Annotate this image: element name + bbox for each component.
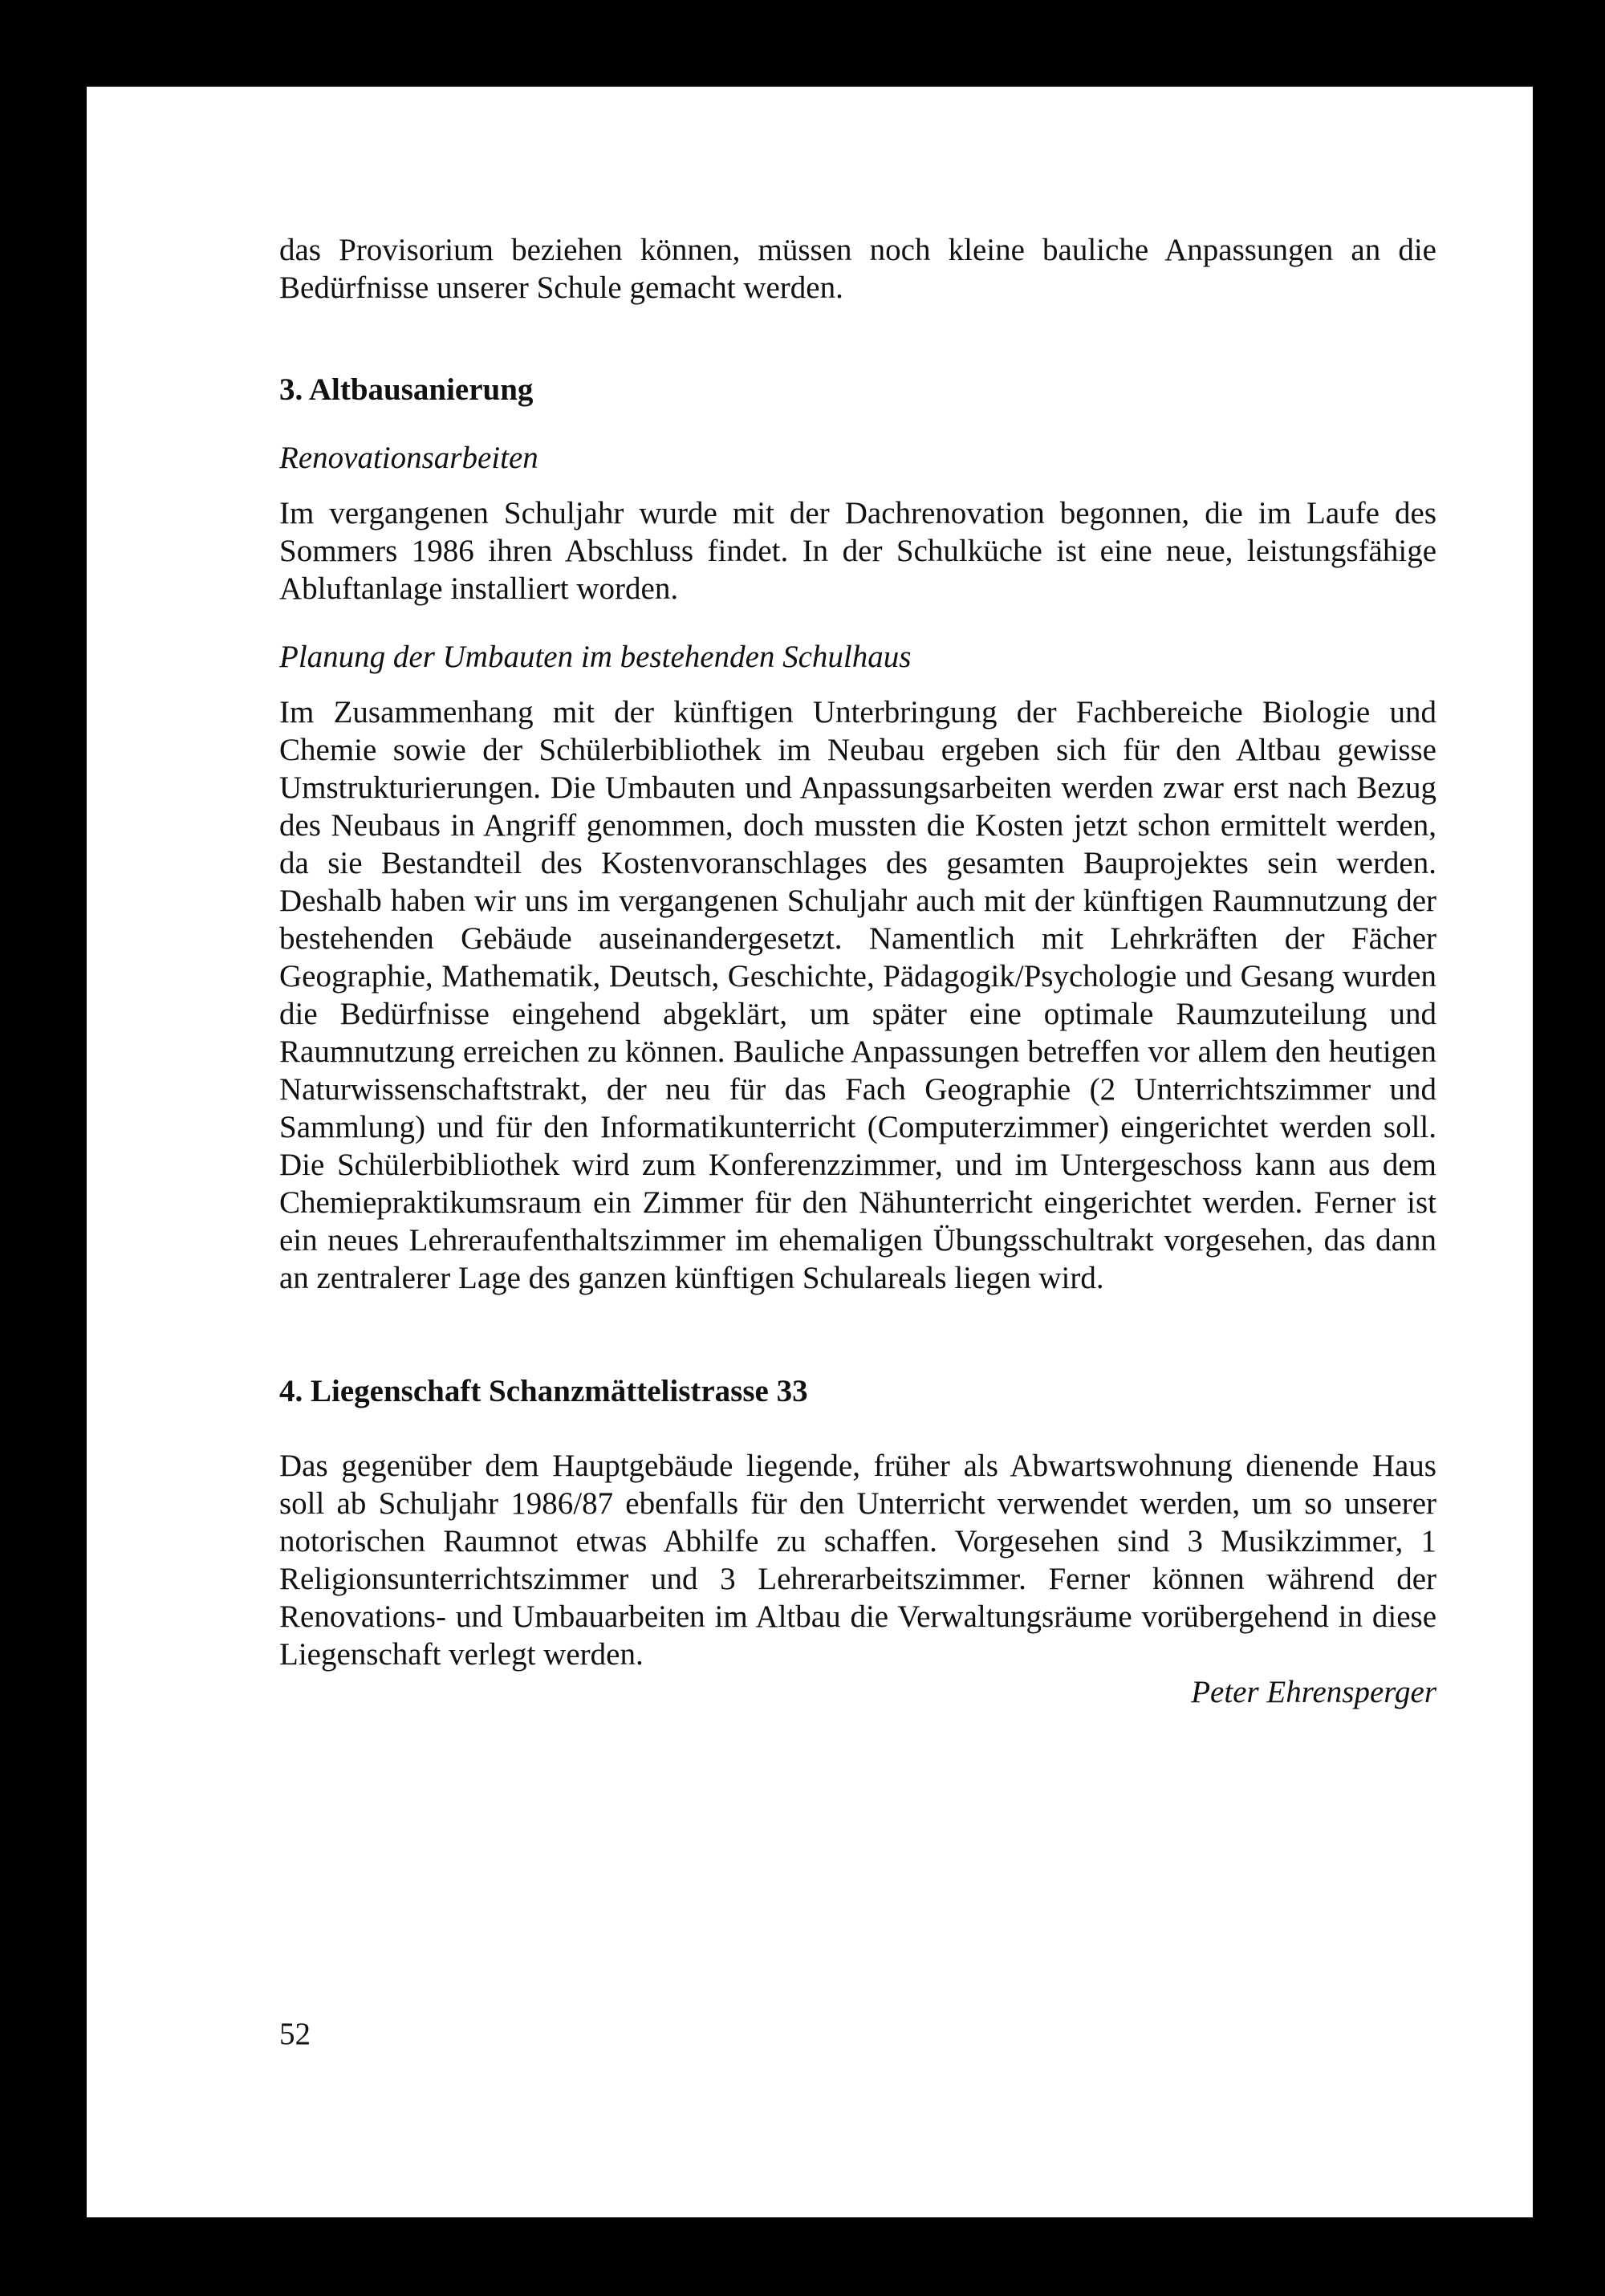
subsection-planning-text: Im Zusammenhang mit der künftigen Unterbringung der Fachbereiche Biologie und Chemie sowie der Schülerbibliothek im Neubau ergeben sich für den Altbau gewisse Umstrukturierungen. Die Umbauten und Anpassungsarbeiten werden zwar erst nach Bezug des Neubaus in Angriff genommen, doch mussten die Kosten jetzt schon ermittelt werden, da sie Bestandteil des Kostenvoranschlages des gesamten Bauprojektes sein werden. Deshalb haben wir uns im vergangenen Schuljahr auch mit der künftigen Raumnutzung der bestehenden Gebäude auseinandergesetzt. Namentlich mit Lehrkräften der Fächer Geographie, Mathematik, Deutsch, Geschichte, Pädagogik/Psychologie und Gesang wurden die Bedürfnisse eingehend abgeklärt, um später eine optimale Raumzuteilung und Raumnutzung erreichen zu können. Bauliche Anpassungen betreffen vor allem den heutigen Naturwissenschaftstrakt, der neu für das Fach Geographie (2 Unterrichtszimmer und Sammlung) und für den Informatikunterricht (Computerzimmer) eingerichtet werden soll. Die Schülerbibliothek wird zum Konferenzzimmer, und im Untergeschoss kann aus dem Chemiepraktikumsraum ein Zimmer für den Nähunterricht eingerichtet werden. Ferner ist ein neues Lehreraufenthaltszimmer im ehemaligen Übungsschultrakt vorgesehen, das dann an zentralerer Lage des ganzen künftigen Schulareals liegen wird. — [279, 695, 1436, 1295]
page-number: 52 — [279, 2017, 311, 2051]
page-content — [279, 231, 1436, 1711]
subsection-renovation-title: Renovationsarbeiten — [279, 441, 538, 475]
subsection-renovation-text: Im vergangenen Schuljahr wurde mit der Dachrenovation begonnen, die im Laufe des Sommers 1986 ihren Abschluss findet. In der Schulküche ist eine neue, leistungsfähige Abluftanlage installiert worden. — [279, 496, 1436, 606]
author-signature: Peter Ehrensperger — [1191, 1675, 1436, 1709]
document-page — [87, 87, 1533, 2217]
section-4-text: Das gegenüber dem Hauptgebäude liegende, früher als Abwartswohnung dienende Haus soll ab Schuljahr 1986/87 ebenfalls für den Unterricht verwendet werden, um so unserer notorischen Raumnot etwas Abhilfe zu schaffen. Vorgesehen sind 3 Musikzimmer, 1 Religionsunterrichtszimmer und 3 Lehrerarbeitszimmer. Ferner können während der Renovations- und Umbauarbeiten im Altbau die Verwaltungsräume vorübergehend in diese Liegenschaft verlegt werden. — [279, 1449, 1436, 1672]
intro-paragraph: das Provisorium beziehen können, müssen noch kleine bauliche Anpassungen an die Bedürfnisse unserer Schule gemacht werden. — [279, 233, 1436, 305]
subsection-planning-title: Planung der Umbauten im bestehenden Schulhaus — [279, 640, 912, 674]
section-4-heading: 4. Liegenschaft Schanzmättelistrasse 33 — [279, 1374, 808, 1408]
section-3-heading: 3. Altbausanierung — [279, 372, 534, 407]
